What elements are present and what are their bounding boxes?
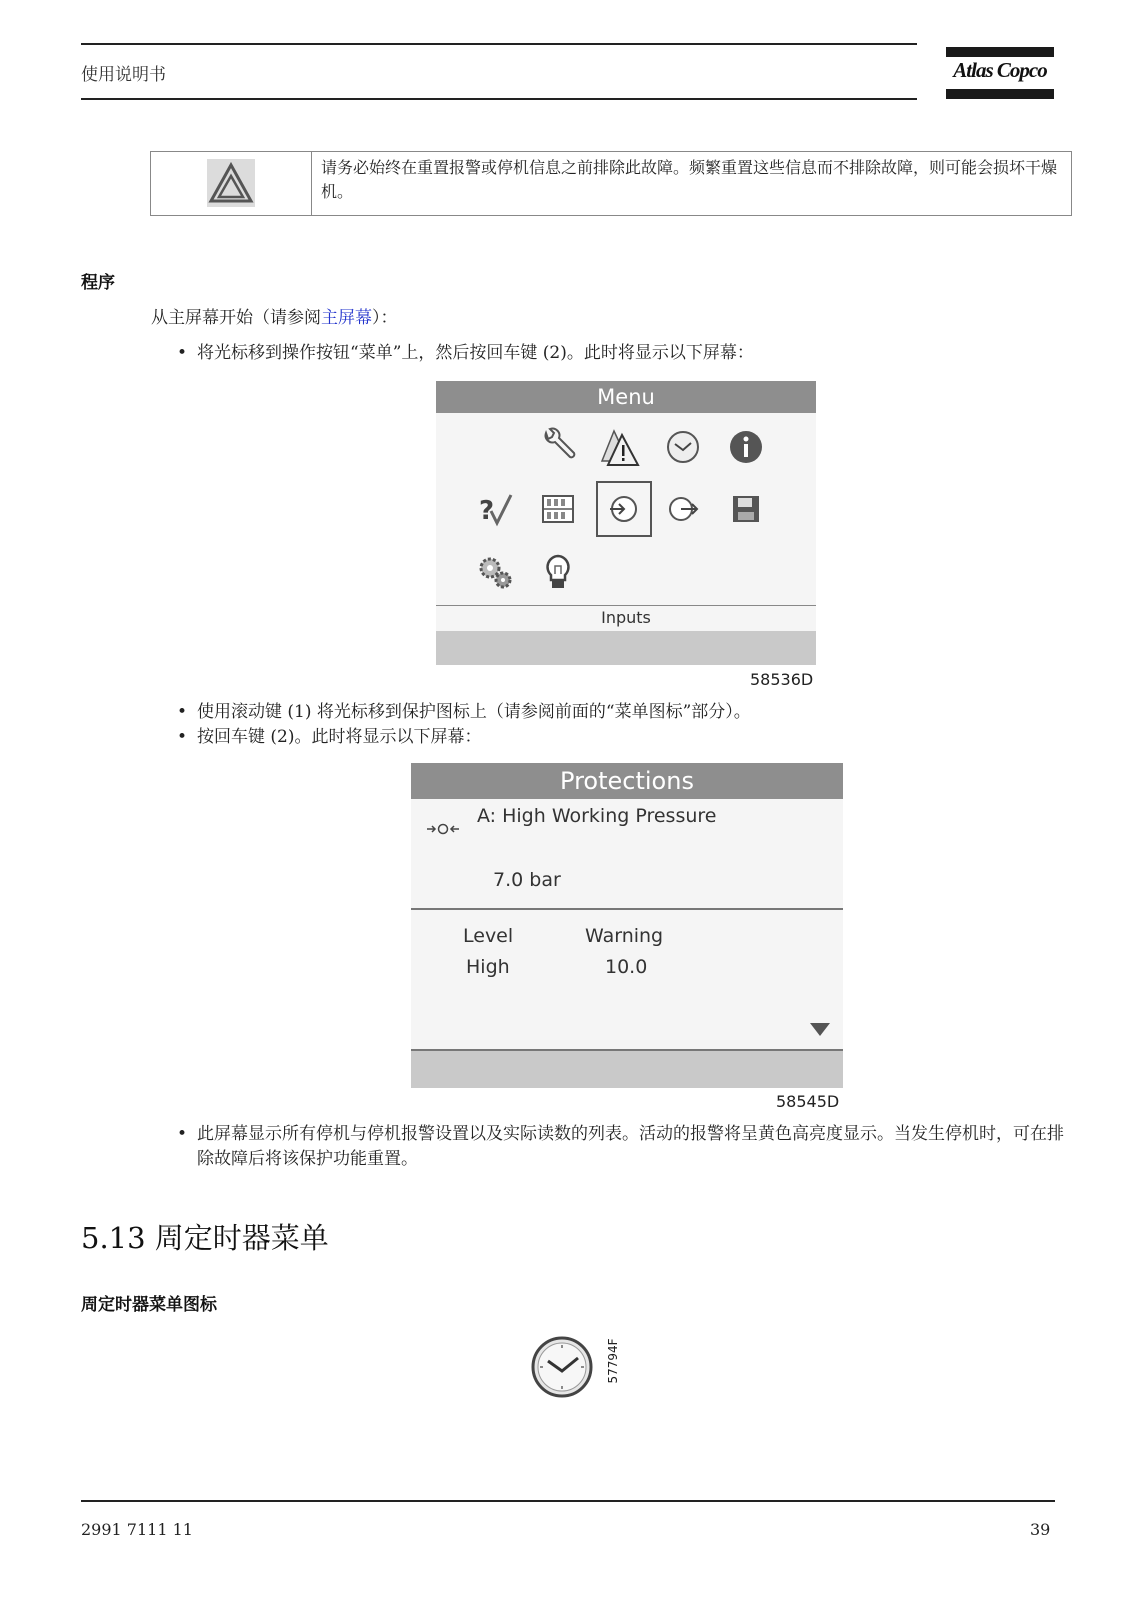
- warning-setpoint-value: 10.0: [605, 956, 648, 978]
- info-icon: [726, 427, 766, 467]
- menu-screen-divider: [436, 605, 816, 606]
- level-value: High: [466, 956, 510, 978]
- main-screen-link[interactable]: 主屏幕: [321, 308, 372, 328]
- protections-figure-id: 58545D: [776, 1092, 840, 1111]
- svg-text:?: ?: [479, 496, 495, 526]
- protections-screen-title: Protections: [411, 763, 843, 799]
- footer-rule: [81, 1500, 1055, 1502]
- procedure-bullet-4: • 此屏幕显示所有停机与停机报警设置以及实际读数的列表。活动的报警将呈黄色高亮度显示。当发生停机时，可在排除故障后将该保护功能重置。: [197, 1122, 1067, 1172]
- intro-prefix: 从主屏幕开始（请参阅: [151, 308, 321, 328]
- clock-icon: [663, 427, 703, 467]
- clock-icon: [530, 1335, 594, 1399]
- outputs-icon: [663, 489, 703, 529]
- help-check-icon: [475, 489, 515, 529]
- protections-divider-top: [411, 908, 843, 910]
- menu-figure-id: 58536D: [750, 670, 814, 689]
- protections-screen: [411, 763, 843, 1088]
- scroll-down-arrow-icon[interactable]: [809, 1021, 831, 1037]
- menu-screen: [436, 381, 816, 665]
- menu-selected-label: Inputs: [601, 608, 651, 627]
- settings-gears-icon: [475, 552, 515, 592]
- lightbulb-icon: [538, 552, 578, 592]
- warning-icon-cell: [151, 152, 312, 215]
- intro-suffix: ）：: [372, 308, 398, 328]
- procedure-heading: 程序: [81, 273, 115, 293]
- clock-figure-id: 57794F: [606, 1338, 620, 1384]
- wrench-icon: [538, 427, 578, 467]
- menu-screen-title: Menu: [436, 381, 816, 413]
- protection-reading-value: 7.0 bar: [493, 869, 561, 891]
- doc-number: 2991 7111 11: [81, 1520, 193, 1539]
- warning-triangles-icon: [600, 427, 640, 467]
- protections-screen-footer-bar: [411, 1051, 843, 1088]
- page-number: 39: [1030, 1520, 1051, 1539]
- warning-text: 请务必始终在重置报警或停机信息之前排除此故障。频繁重置这些信息而不排除故障，则可能会损坏干燥机。: [321, 158, 1058, 201]
- inputs-icon[interactable]: [604, 489, 644, 529]
- procedure-bullet-3: • 按回车键 (2)。此时将显示以下屏幕：: [197, 725, 481, 750]
- counter-icon: [538, 489, 578, 529]
- protection-item-name[interactable]: A: High Working Pressure: [477, 805, 717, 827]
- warning-box: [150, 151, 1072, 216]
- warning-triangle-icon: [207, 159, 255, 207]
- io-connector-icon: [426, 821, 460, 837]
- menu-screen-footer-bar: [436, 631, 816, 665]
- header-bottom-rule: [81, 98, 917, 100]
- header-top-rule: [81, 43, 917, 45]
- level-column-header: Level: [463, 925, 514, 947]
- section-title: 5.13 周定时器菜单: [81, 1221, 329, 1255]
- procedure-bullet-2: • 使用滚动键 (1) 将光标移到保护图标上（请参阅前面的“菜单图标”部分）。: [197, 700, 751, 725]
- save-icon: [726, 489, 766, 529]
- procedure-intro: [151, 303, 398, 328]
- section-subheading: 周定时器菜单图标: [81, 1295, 217, 1315]
- procedure-bullet-1: • 将光标移到操作按钮“菜单”上，然后按回车键 (2)。此时将显示以下屏幕：: [197, 341, 754, 366]
- warning-column-header: Warning: [585, 925, 664, 947]
- doc-title: 使用说明书: [81, 65, 166, 85]
